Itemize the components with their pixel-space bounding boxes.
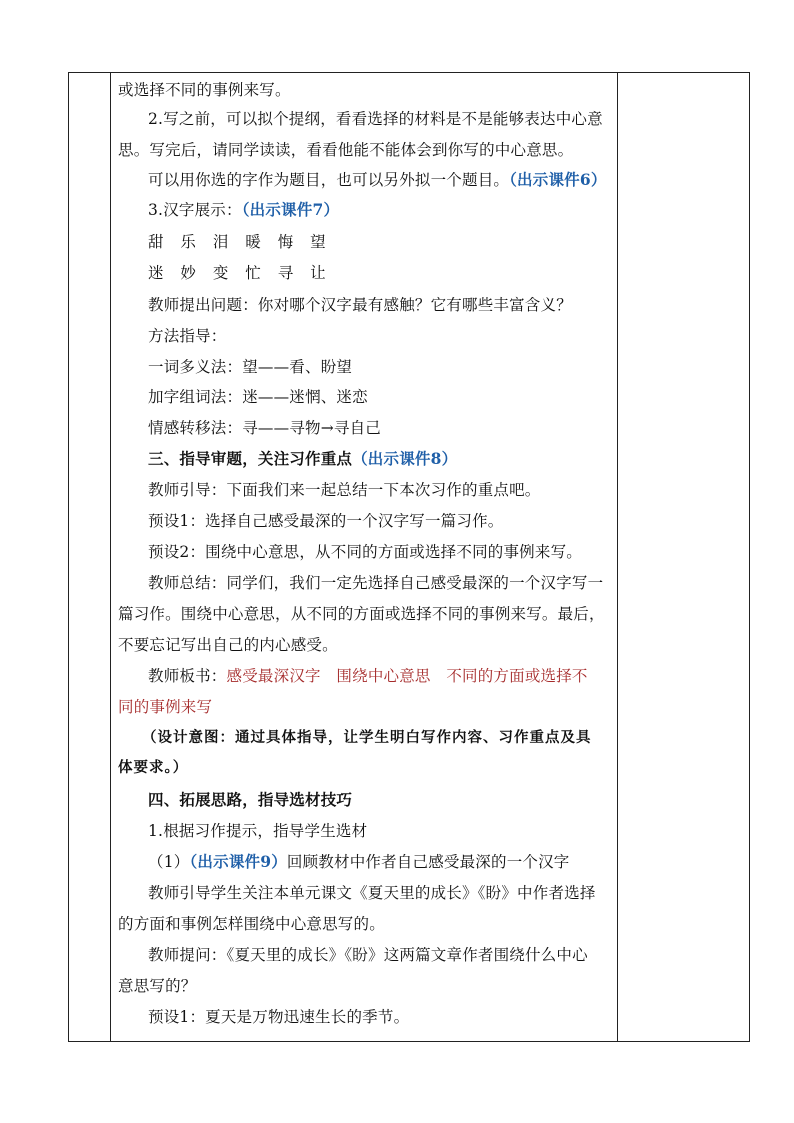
text-line: 一词多义法：望——看、盼望 xyxy=(148,358,353,376)
design-intent-note: 体要求。） xyxy=(118,759,189,776)
text-line: 预设2：围绕中心意思，从不同的方面或选择不同的事例来写。 xyxy=(148,543,582,561)
text-line: 教师引导学生关注本单元课文《夏天里的成长》《盼》中作者选择 xyxy=(148,884,596,902)
text-line: 的方面和事例怎样围绕中心意思写的。 xyxy=(118,915,385,933)
design-intent-note xyxy=(142,728,592,748)
text-line: 教师引导：下面我们来一起总结一下本次习作的重点吧。 xyxy=(148,481,541,499)
character-row: 迷 妙 变 忙 寻 让 xyxy=(148,264,332,282)
text-line: 教师提出问题：你对哪个汉字最有感触？它有哪些丰富含义？ xyxy=(148,296,572,314)
text-line: 预设1：选择自己感受最深的一个汉字写一篇习作。 xyxy=(148,512,504,530)
text-segment: 可以用你选的字作为题目，也可以另外拟一个题目。 xyxy=(148,171,510,189)
character-row: 甜 乐 泪 暖 悔 望 xyxy=(148,233,332,251)
blackboard-text: 感受最深汉字 围绕中心意思 不同的方面或选择不 xyxy=(226,667,588,685)
column-divider-left xyxy=(110,73,111,1041)
blackboard-text: 同的事例来写 xyxy=(118,698,213,716)
text-line xyxy=(148,852,570,872)
courseware-tag: （出示课件8） xyxy=(352,449,458,468)
text-segment: 教师板书： xyxy=(148,667,227,685)
text-line: 教师提问：《夏天里的成长》《盼》这两篇文章作者围绕什么中心 xyxy=(148,946,588,964)
section-heading xyxy=(148,449,457,469)
text-line: 教师总结：同学们，我们一定先选择自己感受最深的一个汉字写一 xyxy=(148,574,604,592)
courseware-tag: （出示课件9） xyxy=(189,852,287,871)
text-segment: 回顾教材中作者自己感受最深的一个汉字 xyxy=(286,853,570,871)
courseware-tag: （出示课件6） xyxy=(509,170,607,189)
text-segment: 3.汉字展示： xyxy=(148,201,242,219)
blackboard-line xyxy=(148,666,588,686)
text-line: 或选择不同的事例来写。 xyxy=(118,81,291,99)
text-line: 2.写之前，可以拟个提纲，看看选择的材料是不是能够表达中心意 xyxy=(148,110,603,128)
note-label: （设计意图： xyxy=(142,729,235,746)
text-line xyxy=(148,200,339,220)
text-line: 预设1：夏天是万物迅速生长的季节。 xyxy=(148,1008,410,1026)
text-line: 意思写的？ xyxy=(118,977,197,995)
section-heading: 四、拓展思路，指导选材技巧 xyxy=(148,790,353,809)
text-line xyxy=(148,170,607,190)
text-line: 情感转移法：寻——寻物→寻自己 xyxy=(148,419,381,437)
note-text: 通过具体指导，让学生明白写作内容、习作重点及具 xyxy=(235,729,592,746)
text-line: 思。写完后，请同学读读，看看他能不能体会到你写的中心意思。 xyxy=(118,141,574,159)
text-line: 加字组词法：迷——迷惘、迷恋 xyxy=(148,388,368,406)
courseware-tag: （出示课件7） xyxy=(241,200,340,219)
text-line: 篇习作。围绕中心意思，从不同的方面或选择不同的事例来写。最后， xyxy=(118,605,605,623)
heading-text: 三、指导审题，关注习作重点 xyxy=(148,449,353,468)
text-segment: （1） xyxy=(148,853,190,871)
text-line: 不要忘记写出自己的内心感受。 xyxy=(118,636,338,654)
text-line: 1.根据习作提示，指导学生选材 xyxy=(148,822,368,840)
column-divider-right xyxy=(617,73,618,1041)
text-line: 方法指导： xyxy=(148,327,227,345)
